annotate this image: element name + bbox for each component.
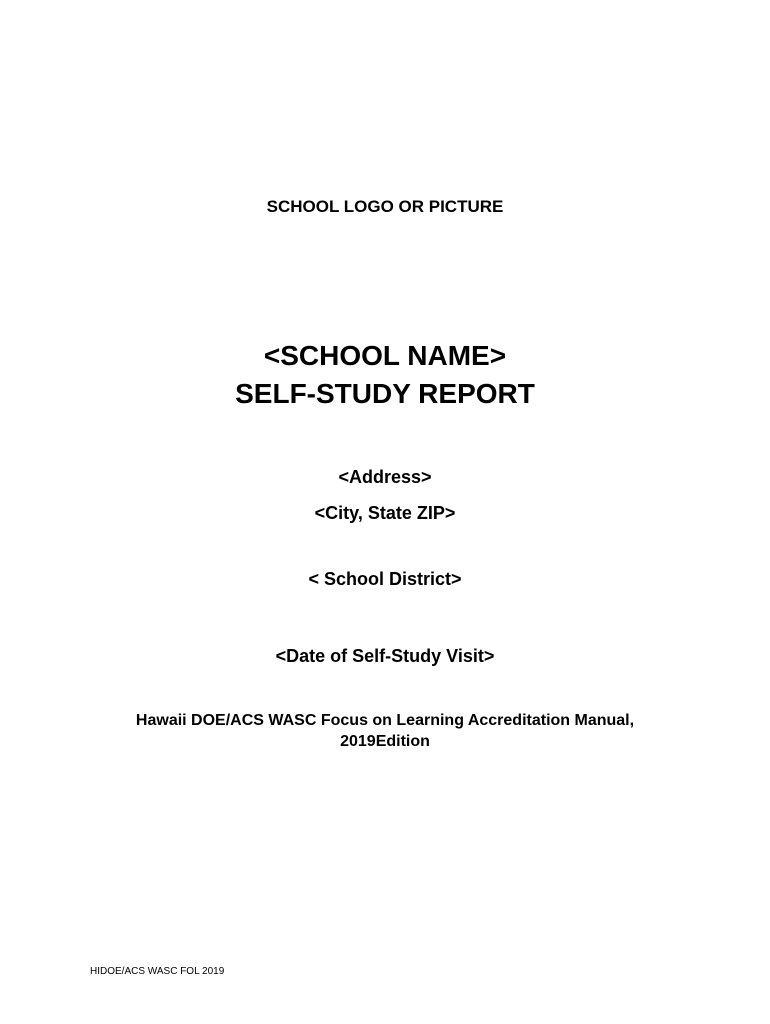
manual-title-line-1: Hawaii DOE/ACS WASC Focus on Learning Accreditation Manual, [135,712,635,729]
report-title-heading: SELF-STUDY REPORT [235,378,535,409]
manual-title-line-2: 2019Edition [340,733,430,750]
visit-date-line: <Date of Self-Study Visit> [275,646,495,666]
logo-placeholder-text: SCHOOL LOGO OR PICTURE [266,197,504,216]
school-name-heading: <SCHOOL NAME> [263,340,507,371]
address-line: <Address> [338,467,432,487]
page-footer: HIDOE/ACS WASC FOL 2019 [90,966,225,977]
school-district-line: < School District> [308,569,462,589]
city-state-zip-line: <City, State ZIP> [314,503,456,523]
